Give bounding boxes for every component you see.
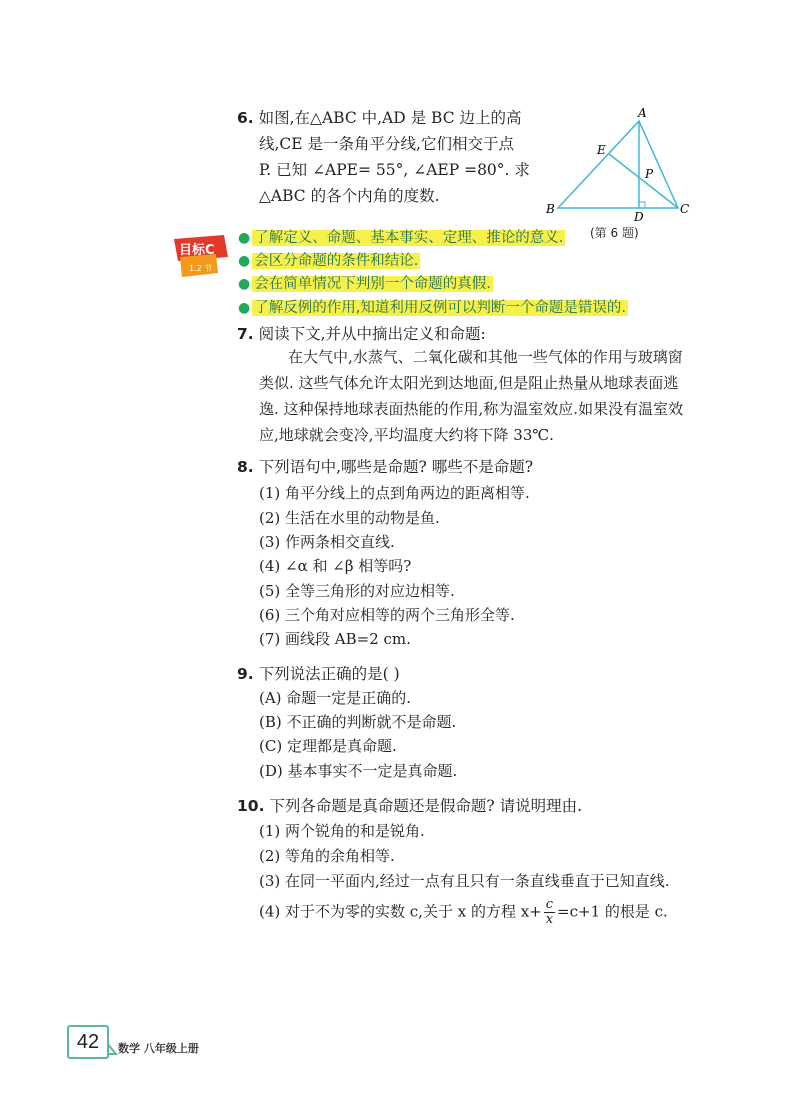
goal-item-text: 了解反例的作用,知道利用反例可以判断一个命题是错误的. — [254, 300, 626, 316]
q6-number: 6. — [237, 109, 254, 127]
label-a: A — [638, 106, 647, 120]
q9-option: (C) 定理都是真命题. — [259, 737, 397, 755]
q9-number: 9. — [237, 665, 254, 683]
goal-badge-title: 目标C — [179, 243, 215, 258]
bullet-icon: ● — [238, 230, 251, 246]
q7-prompt: 阅读下文,并从中摘出定义和命题: — [258, 325, 486, 343]
q8-prompt: 下列语句中,哪些是命题? 哪些不是命题? — [258, 458, 534, 476]
q10-item: (2) 等角的余角相等. — [259, 847, 395, 865]
q10-item: (1) 两个锐角的和是锐角. — [259, 822, 425, 840]
q7-passage-line: 类似. 这些气体允许太阳光到达地面,但是阻止热量从地球表面逃 — [259, 374, 679, 392]
goal-item — [238, 227, 565, 249]
label-e: E — [597, 143, 606, 157]
fraction-c-over-x — [544, 898, 555, 927]
q10-item4-after: =c+1 的根是 c. — [557, 902, 668, 921]
q10-number: 10. — [237, 797, 265, 815]
label-b: B — [546, 202, 555, 216]
goal-item — [238, 297, 628, 319]
q9-option: (D) 基本事实不一定是真命题. — [259, 762, 458, 780]
label-d: D — [634, 210, 644, 224]
q10-prompt: 下列各命题是真命题还是假命题? 请说明理由. — [269, 797, 583, 815]
goal-item-text: 会在简单情况下判别一个命题的真假. — [254, 276, 491, 292]
bullet-icon: ● — [238, 300, 251, 316]
fraction-denominator: x — [545, 912, 554, 927]
goal-item — [238, 250, 420, 272]
right-angle-mark — [639, 202, 645, 208]
q9-heading — [237, 662, 400, 686]
q8-item: (7) 画线段 AB=2 cm. — [259, 630, 411, 648]
q10-item4-before: (4) 对于不为零的实数 c,关于 x 的方程 x+ — [259, 902, 542, 921]
q6-figure-caption: (第 6 题) — [590, 226, 639, 240]
goal-c-badge — [170, 233, 232, 283]
goal-item-text: 了解定义、命题、基本事实、定理、推论的意义. — [254, 230, 564, 246]
q6-text-line4: △ABC 的各个内角的度数. — [259, 187, 440, 205]
q6-text-line1: 如图,在△ABC 中,AD 是 BC 边上的高 — [258, 109, 522, 127]
bullet-icon: ● — [238, 276, 251, 292]
bisector-ce — [609, 154, 678, 208]
label-c: C — [680, 202, 690, 216]
q9-option: (B) 不正确的判断就不是命题. — [259, 713, 457, 731]
label-p: P — [645, 167, 654, 181]
q6-text-line2: 线,CE 是一条角平分线,它们相交于点 — [259, 135, 514, 153]
q6-text-line3: P. 已知 ∠APE= 55°, ∠AEP =80°. 求 — [259, 161, 530, 179]
q8-item: (2) 生活在水里的动物是鱼. — [259, 509, 440, 527]
q8-item: (6) 三个角对应相等的两个三角形全等. — [259, 606, 515, 624]
goal-item — [238, 273, 493, 295]
q9-prompt: 下列说法正确的是( ) — [258, 665, 400, 683]
q10-item: (3) 在同一平面内,经过一点有且只有一条直线垂直于已知直线. — [259, 872, 670, 890]
q6-line1 — [237, 106, 522, 130]
q8-item: (5) 全等三角形的对应边相等. — [259, 582, 455, 600]
q7-passage-line: 在大气中,水蒸气、二氧化碳和其他一些气体的作用与玻璃窗 — [288, 348, 683, 366]
fraction-numerator: c — [545, 897, 554, 912]
q7-passage-line: 逸. 这种保持地球表面热能的作用,称为温室效应.如果没有温室效 — [259, 400, 684, 418]
q10-item-4 — [259, 898, 668, 927]
triangle-abc — [558, 121, 678, 208]
q7-passage-line: 应,地球就会变冷,平均温度大约将下降 33℃. — [259, 426, 554, 444]
q9-option: (A) 命题一定是正确的. — [259, 689, 412, 707]
page-number: 42 — [67, 1025, 109, 1059]
q7-number: 7. — [237, 325, 254, 343]
q7-heading — [237, 322, 486, 346]
q8-number: 8. — [237, 458, 254, 476]
q8-item: (1) 角平分线上的点到角两边的距离相等. — [259, 484, 530, 502]
q10-heading — [237, 794, 582, 818]
book-title: 数学 八年级上册 — [118, 1042, 199, 1055]
goal-badge-section: 1.2 节 — [189, 264, 213, 273]
goal-item-text: 会区分命题的条件和结论. — [254, 253, 419, 269]
bullet-icon: ● — [238, 253, 251, 269]
q8-item: (4) ∠α 和 ∠β 相等吗? — [259, 557, 412, 575]
q8-item: (3) 作两条相交直线. — [259, 533, 395, 551]
q8-heading — [237, 455, 533, 479]
q6-triangle-figure — [540, 105, 700, 240]
